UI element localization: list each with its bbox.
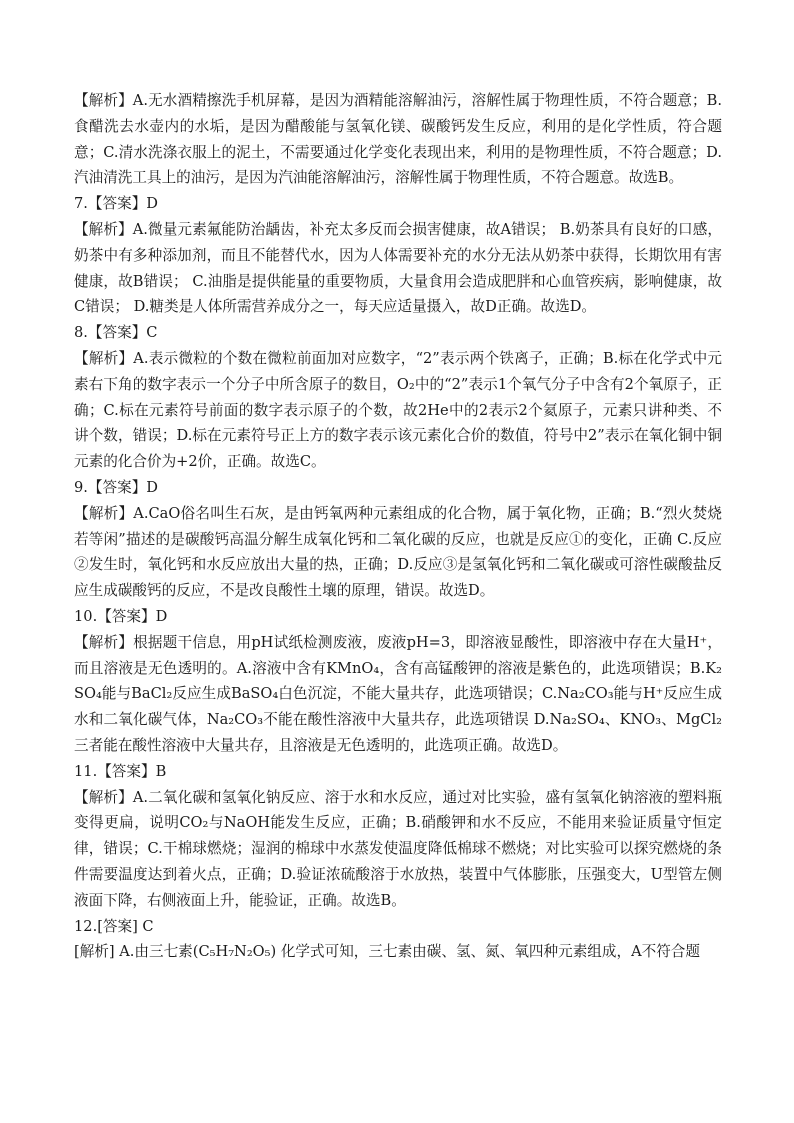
explanation-paragraph-11: 【解析】A.二氧化碳和氢氧化钠反应、溶于水和水反应，通过对比实验，盛有氢氧化钠溶液的塑料瓶变得更扁，说明CO₂与NaOH能发生反应，正确；B.硝酸钾和水不反应，不能用来验证质量守恒定律，错误；C.干棉球燃烧；湿润的棉球中水蒸发使温度降低棉球不燃烧；对比实验可以探究燃烧的条件需要温度达到着火点，正确；D.验证浓硫酸溶于水放热，装置中气体膨胀，压强变大，U型管左侧液面下降，右侧液面上升，能验证，正确。故选B。 [74, 788, 722, 909]
document-page [74, 88, 722, 965]
explanation-paragraph-7: 【解析】A.微量元素氟能防治龋齿，补充太多反而会损害健康，故A错误； B.奶茶具有良好的口感，奶茶中有多种添加剂，而且不能替代水，因为人体需要补充的水分无法从奶茶中获得，长期饮用有害健康，故B错误； C.油脂是提供能量的重要物质，大量食用会造成肥胖和心血管疾病，影响健康，故C错误； D.糖类是人体所需营养成分之一，每天应适量摄入，故D正确。故选D。 [74, 220, 722, 316]
answer-line-10: 10.【答案】D [74, 607, 168, 625]
answer-line-12: 12.[答案] C [74, 917, 154, 935]
answer-line-7: 7.【答案】D [74, 195, 158, 213]
answer-line-9: 9.【答案】D [74, 478, 158, 496]
answer-line-11: 11.【答案】B [74, 762, 167, 780]
explanation-paragraph-10: 【解析】根据题干信息，用pH试纸检测废液，废液pH=3，即溶液显酸性，即溶液中存在大量H⁺，而且溶液是无色透明的。A.溶液中含有KMnO₄，含有高锰酸钾的溶液是紫色的，此选项错误；B.K₂SO₄能与BaCl₂反应生成BaSO₄白色沉淀，不能大量共存，此选项错误；C.Na₂CO₃能与H⁺反应生成水和二氧化碳气体，Na₂CO₃不能在酸性溶液中大量共存，此选项错误 D.Na₂SO₄、KNO₃、MgCl₂三者能在酸性溶液中大量共存，且溶液是无色透明的，此选项正确。故选D。 [74, 633, 722, 754]
answer-line-8: 8.【答案】C [74, 324, 158, 342]
explanation-paragraph-9: 【解析】A.CaO俗名叫生石灰，是由钙氧两种元素组成的化合物，属于氧化物，正确；B.“烈火焚烧若等闲”描述的是碳酸钙高温分解生成氧化钙和二氧化碳的反应，也就是反应①的变化，正确 C.反应②发生时，氧化钙和水反应放出大量的热，正确；D.反应③是氢氧化钙和二氧化碳或可溶性碳酸盐反应生成碳酸钙的反应，不是改良酸性土壤的原理，错误。故选D。 [74, 504, 722, 600]
explanation-paragraph-12: [解析] A.由三七素(C₅H₇N₂O₅) 化学式可知，三七素由碳、氢、氮、氧四种元素组成，A不符合题 [74, 943, 700, 961]
explanation-paragraph-6: 【解析】A.无水酒精擦洗手机屏幕，是因为酒精能溶解油污，溶解性属于物理性质，不符合题意；B.食醋洗去水壶内的水垢，是因为醋酸能与氢氧化镁、碳酸钙发生反应，利用的是化学性质，符合题意；C.清水洗涤衣服上的泥土，不需要通过化学变化表现出来，利用的是物理性质，不符合题意；D.汽油清洗工具上的油污，是因为汽油能溶解油污，溶解性属于物理性质，不符合题意。故选B。 [74, 92, 722, 187]
explanation-paragraph-8: 【解析】A.表示微粒的个数在微粒前面加对应数字，“2”表示两个铁离子，正确；B.标在化学式中元素右下角的数字表示一个分子中所含原子的数目，O₂中的“2”表示1个氧气分子中含有2个氧原子，正确；C.标在元素符号前面的数字表示原子的个数，故2He中的2表示2个氦原子，元素只讲种类、不讲个数，错误；D.标在元素符号正上方的数字表示该元素化合价的数值，符号中2”表示在氧化铜中铜元素的化合价为+2价，正确。故选C。 [74, 349, 722, 471]
